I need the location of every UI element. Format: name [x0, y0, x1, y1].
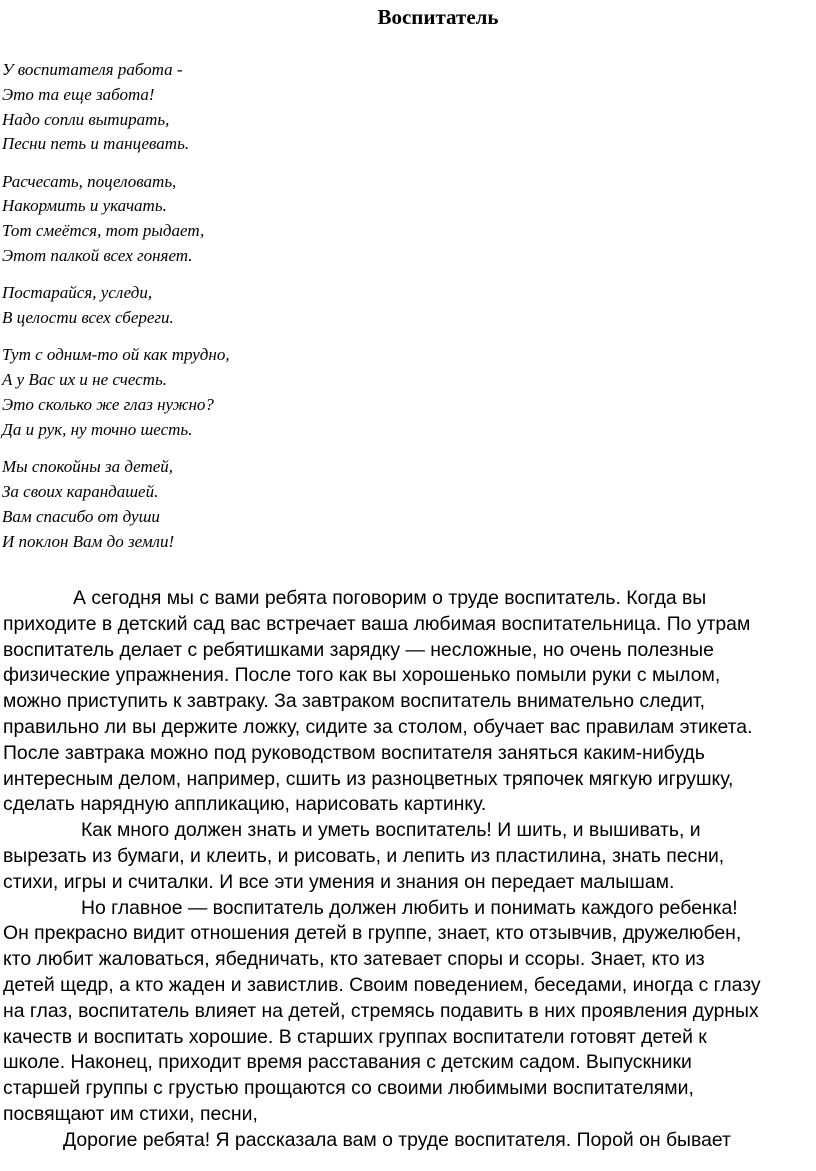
poem-line: В целости всех сбереги.: [2, 308, 174, 328]
prose-line: интересным делом, например, сшить из разноцветных тряпочек мягкую игрушку,: [3, 767, 734, 790]
poem-line: Накормить и укачать.: [2, 196, 167, 216]
document-title: Воспитатель: [377, 5, 499, 29]
prose-line: можно приступить к завтраку. За завтраком воспитатель внимательно следит,: [3, 690, 706, 713]
prose-line: детей щедр, а кто жаден и завистлив. Своим поведением, беседами, иногда с глазу: [3, 973, 761, 996]
poem-line: Расчесать, поцеловать,: [2, 171, 177, 191]
poem-line: Этот палкой всех гоняет.: [2, 246, 193, 266]
poem-line: Постарайся, уследи,: [2, 283, 153, 303]
prose-line: Он прекрасно видит отношения детей в группе, знает, кто отзывчив, дружелюбен,: [3, 922, 742, 945]
prose-line: Дорогие ребята! Я рассказала вам о труде воспитателя. Порой он бывает: [63, 1128, 731, 1151]
poem-stanza: [2, 170, 602, 269]
prose-body: [3, 586, 811, 1154]
poem-line: А у Вас их и не счесть.: [2, 370, 167, 390]
prose-line: воспитатель делает с ребятишками зарядку — несложные, но очень полезные: [3, 638, 714, 661]
prose-line: вырезать из бумаги, и клеить, и рисовать, и лепить из пластилина, знать песни,: [3, 844, 725, 867]
poem-line: Это сколько же глаз нужно?: [2, 395, 214, 415]
poem-stanza: [2, 343, 602, 442]
poem-line: Надо сопли вытирать,: [2, 109, 170, 129]
poem-line: Мы спокойны за детей,: [2, 457, 174, 477]
poem-stanza: [2, 281, 602, 331]
prose-line: школе. Наконец, приходит время расставания с детским садом. Выпускники: [3, 1051, 692, 1074]
prose-line: старшей группы с грустью прощаются со своими любимыми воспитателями,: [3, 1077, 694, 1100]
poem-line: Тут с одним-то ой как трудно,: [2, 345, 230, 365]
prose-line: приходите в детский сад вас встречает ваша любимая воспитательница. По утрам: [3, 612, 751, 635]
poem-stanza: [2, 58, 602, 157]
prose-line: Как много должен знать и уметь воспитатель! И шить, и вышивать, и: [81, 819, 701, 842]
poem-stanza: [2, 455, 602, 554]
poem-line: Это та еще забота!: [2, 84, 155, 104]
prose-line: качеств и воспитать хорошие. В старших группах воспитатели готовят детей к: [3, 1025, 707, 1048]
prose-line: кто любит жаловаться, ябедничать, кто затевает споры и ссоры. Знает, кто из: [3, 948, 705, 971]
poem-line: Песни петь и танцевать.: [2, 134, 190, 154]
prose-line: стихи, игры и считалки. И все эти умения и знания он передает малышам.: [3, 870, 675, 893]
poem-line: За своих карандашей.: [2, 481, 159, 501]
poem-line: Тот смеётся, тот рыдает,: [2, 221, 205, 241]
poem-line: Вам спасибо от души: [2, 506, 160, 526]
prose-line: Но главное — воспитатель должен любить и понимать каждого ребенка!: [81, 896, 738, 919]
prose-line: А сегодня мы с вами ребята поговорим о труде воспитатель. Когда вы: [73, 587, 707, 609]
prose-line: физические упражнения. После того как вы хорошенько помыли руки с мылом,: [3, 664, 721, 687]
poem-line: У воспитателя работа -: [2, 60, 183, 79]
prose-line: посвящают им стихи, песни,: [3, 1102, 258, 1125]
poem-line: Да и рук, ну точно шесть.: [2, 419, 193, 439]
prose-line: сделать нарядную аппликацию, нарисовать картинку.: [3, 793, 487, 816]
prose-line: на глаз, воспитатель влияет на детей, стремясь подавить в них проявления дурных: [3, 999, 759, 1022]
poem-line: И поклон Вам до земли!: [2, 531, 175, 551]
prose-line: правильно ли вы держите ложку, сидите за столом, обучает вас правилам этикета.: [3, 715, 753, 738]
prose-line: После завтрака можно под руководством воспитателя заняться каким-нибудь: [3, 741, 705, 764]
poem: [2, 58, 602, 567]
